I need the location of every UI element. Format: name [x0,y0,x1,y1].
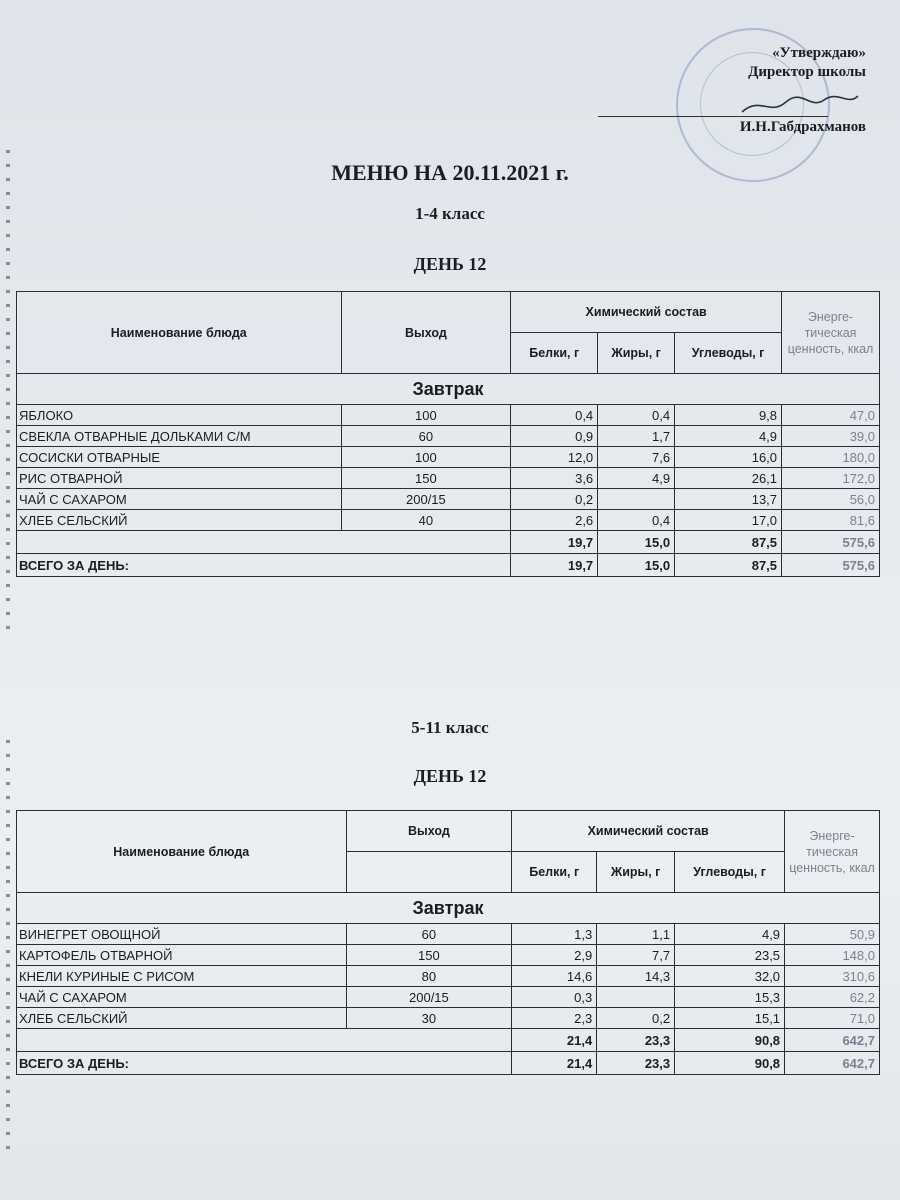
dish-energy: 56,0 [782,489,880,510]
header-dish: Наименование блюда [17,292,342,374]
director-name: И.Н.Габдрахманов [739,119,866,135]
dish-carbs: 16,0 [675,447,782,468]
header-carbs: Углеводы, г [675,852,785,893]
signature-line [598,116,828,117]
dish-protein: 12,0 [511,447,598,468]
subtotal-fat: 15,0 [598,531,675,554]
table-row [17,945,880,966]
dish-output: 200/15 [346,987,512,1008]
dish-output: 100 [341,447,511,468]
dish-fat: 0,4 [598,510,675,531]
menu-title: МЕНЮ НА 20.11.2021 г. [331,160,569,185]
subtotal-row [17,531,880,554]
table-row [17,510,880,531]
dish-energy: 180,0 [782,447,880,468]
meal-label: Завтрак [17,374,880,405]
dish-energy: 81,6 [782,510,880,531]
dish-carbs: 26,1 [675,468,782,489]
dish-carbs: 4,9 [675,426,782,447]
meal-label: Завтрак [17,893,880,924]
dish-fat [597,987,675,1008]
dish-name: КАРТОФЕЛЬ ОТВАРНОЙ [17,945,347,966]
table-row [17,405,880,426]
header-carbs: Углеводы, г [675,333,782,374]
header-energy: Энерге-тическая ценность, ккал [785,811,880,893]
total-row [17,1052,880,1075]
dish-fat: 0,2 [597,1008,675,1029]
dish-carbs: 17,0 [675,510,782,531]
dish-protein: 2,9 [512,945,597,966]
dish-output: 60 [346,924,512,945]
dish-name: ЧАЙ С САХАРОМ [17,489,342,510]
subtotal-fat: 23,3 [597,1029,675,1052]
dish-name: ЯБЛОКО [17,405,342,426]
dish-fat: 4,9 [598,468,675,489]
header-output: Выход [341,292,511,374]
total-energy: 642,7 [785,1052,880,1075]
dish-energy: 172,0 [782,468,880,489]
total-label: ВСЕГО ЗА ДЕНЬ: [17,1052,512,1075]
binder-hole-marks [6,150,10,630]
day-heading-1: ДЕНЬ 12 [413,254,487,274]
header-output: Выход [346,811,512,852]
header-chem: Химический состав [511,292,782,333]
dish-fat: 0,4 [598,405,675,426]
header-protein: Белки, г [512,852,597,893]
total-protein: 19,7 [511,554,598,577]
subtotal-carbs: 90,8 [675,1029,785,1052]
table-row [17,1008,880,1029]
dish-carbs: 15,3 [675,987,785,1008]
subtotal-energy: 642,7 [785,1029,880,1052]
header-energy: Энерге-тическая ценность, ккал [782,292,880,374]
header-output-blank [346,852,512,893]
dish-fat: 1,1 [597,924,675,945]
total-carbs: 90,8 [675,1052,785,1075]
total-energy: 575,6 [782,554,880,577]
dish-protein: 1,3 [512,924,597,945]
dish-output: 150 [346,945,512,966]
dish-name: КНЕЛИ КУРИНЫЕ С РИСОМ [17,966,347,987]
dish-fat: 14,3 [597,966,675,987]
dish-fat [598,489,675,510]
subtotal-protein: 21,4 [512,1029,597,1052]
approval-line: «Утверждаю» [772,45,866,61]
dish-output: 60 [341,426,511,447]
dish-carbs: 23,5 [675,945,785,966]
approval-position: Директор школы [748,64,866,80]
dish-output: 30 [346,1008,512,1029]
dish-output: 40 [341,510,511,531]
table-row [17,426,880,447]
dish-protein: 0,4 [511,405,598,426]
dish-carbs: 9,8 [675,405,782,426]
total-fat: 23,3 [597,1052,675,1075]
table-row [17,966,880,987]
dish-name: ХЛЕБ СЕЛЬСКИЙ [17,1008,347,1029]
dish-name: РИС ОТВАРНОЙ [17,468,342,489]
dish-energy: 148,0 [785,945,880,966]
header-chem: Химический состав [512,811,785,852]
dish-output: 200/15 [341,489,511,510]
dish-energy: 62,2 [785,987,880,1008]
dish-name: ВИНЕГРЕТ ОВОЩНОЙ [17,924,347,945]
dish-fat: 7,6 [598,447,675,468]
dish-carbs: 13,7 [675,489,782,510]
dish-carbs: 15,1 [675,1008,785,1029]
dish-output: 80 [346,966,512,987]
dish-name: ХЛЕБ СЕЛЬСКИЙ [17,510,342,531]
subtotal-row [17,1029,880,1052]
menu-table-grade-1-4 [16,291,880,577]
header-fat: Жиры, г [597,852,675,893]
approval-block [739,44,866,135]
dish-protein: 14,6 [512,966,597,987]
dish-energy: 47,0 [782,405,880,426]
dish-name: ЧАЙ С САХАРОМ [17,987,347,1008]
dish-protein: 0,2 [511,489,598,510]
dish-protein: 0,9 [511,426,598,447]
table-row [17,468,880,489]
table-row [17,447,880,468]
dish-energy: 50,9 [785,924,880,945]
dish-name: СОСИСКИ ОТВАРНЫЕ [17,447,342,468]
day-heading-2: ДЕНЬ 12 [413,766,487,786]
dish-protein: 0,3 [512,987,597,1008]
dish-name: СВЕКЛА ОТВАРНЫЕ ДОЛЬКАМИ С/М [17,426,342,447]
dish-carbs: 32,0 [675,966,785,987]
director-signature [740,92,860,118]
total-row [17,554,880,577]
dish-protein: 2,6 [511,510,598,531]
header-protein: Белки, г [511,333,598,374]
dish-energy: 39,0 [782,426,880,447]
header-dish: Наименование блюда [17,811,347,893]
table-row [17,489,880,510]
header-fat: Жиры, г [598,333,675,374]
dish-protein: 2,3 [512,1008,597,1029]
dish-output: 150 [341,468,511,489]
grade-heading-2: 5-11 класс [411,718,489,737]
total-protein: 21,4 [512,1052,597,1075]
subtotal-protein: 19,7 [511,531,598,554]
dish-carbs: 4,9 [675,924,785,945]
dish-fat: 7,7 [597,945,675,966]
dish-fat: 1,7 [598,426,675,447]
dish-output: 100 [341,405,511,426]
dish-energy: 310,6 [785,966,880,987]
dish-energy: 71,0 [785,1008,880,1029]
total-label: ВСЕГО ЗА ДЕНЬ: [17,554,511,577]
menu-table-grade-5-11 [16,810,880,1075]
total-carbs: 87,5 [675,554,782,577]
dish-protein: 3,6 [511,468,598,489]
total-fat: 15,0 [598,554,675,577]
table-row [17,924,880,945]
subtotal-energy: 575,6 [782,531,880,554]
grade-heading-1: 1-4 класс [415,204,485,223]
table-row [17,987,880,1008]
binder-hole-marks [6,740,10,1160]
subtotal-carbs: 87,5 [675,531,782,554]
